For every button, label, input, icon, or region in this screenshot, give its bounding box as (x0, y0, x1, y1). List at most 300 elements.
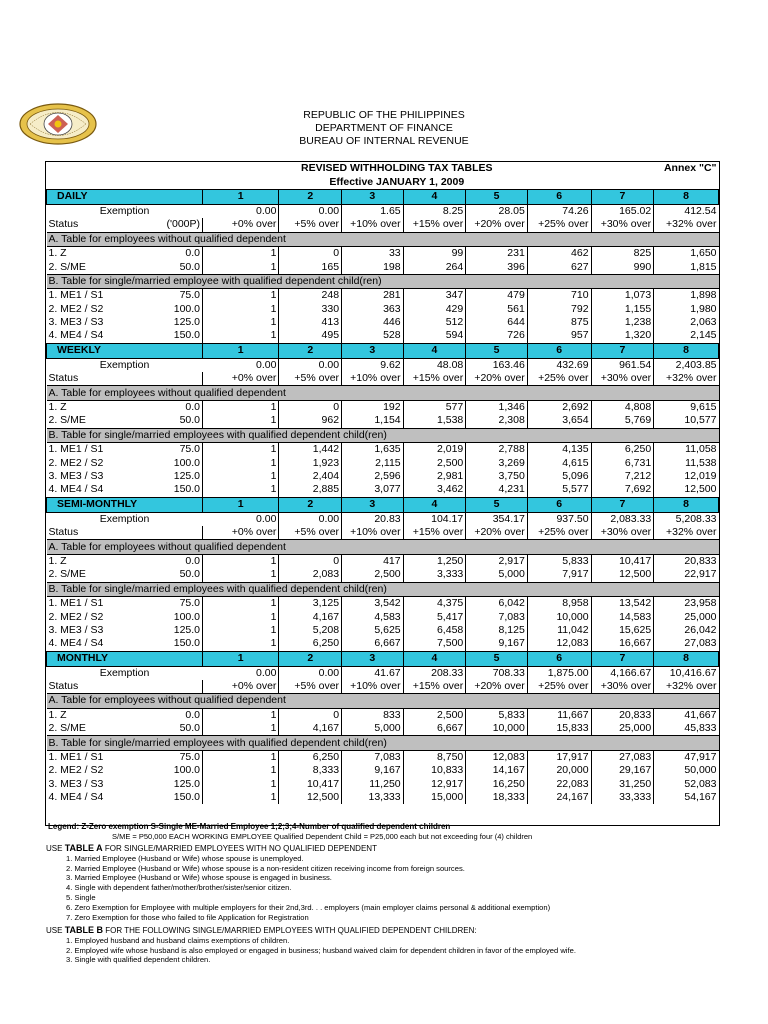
table-cell: 3,654 (527, 414, 591, 428)
table-cell: 24,167 (527, 791, 591, 804)
exemption-value: 0.00 (203, 512, 279, 526)
table-cell: 726 (466, 329, 528, 343)
table-cell: 1 (203, 778, 279, 791)
table-cell: 2,981 (403, 470, 466, 483)
table-row (47, 246, 719, 260)
exemption-row (47, 666, 719, 680)
table-row (47, 722, 719, 736)
table-cell: 5,000 (466, 568, 528, 582)
exemption-amount: 75.0 (136, 596, 203, 610)
table-cell: 11,058 (685, 443, 717, 456)
status-code: 2. ME2 / S2 (48, 456, 104, 469)
table-cell: 3,462 (403, 483, 466, 497)
table-cell: 1,980 (690, 302, 717, 315)
table-cell: 2,145 (690, 329, 717, 342)
table-row (47, 791, 719, 804)
table-cell: 7,692 (591, 483, 654, 497)
table-cell: 13,542 (591, 596, 654, 610)
bracket-number: 1 (203, 497, 279, 512)
table-row (47, 329, 719, 343)
effective-row (47, 175, 719, 189)
withholding-tax-table (46, 162, 719, 804)
table-cell: 12,083 (527, 637, 591, 651)
exemption-amount: 0.0 (136, 708, 203, 722)
table-cell: 8,750 (403, 750, 466, 764)
table-cell: 5,417 (403, 610, 466, 623)
table-cell: 10,833 (403, 764, 466, 777)
table-row (47, 624, 719, 637)
table-cell: 54,167 (684, 791, 717, 804)
table-cell: 26,042 (684, 623, 717, 636)
table-cell: 18,333 (466, 791, 528, 804)
period-header (47, 189, 719, 204)
exemption-value: 104.17 (403, 512, 466, 526)
table-cell: 1,250 (403, 554, 466, 568)
table-cell: 6,731 (591, 456, 654, 469)
status-code: 3. ME3 / S3 (48, 623, 104, 636)
table-cell: 1,923 (279, 456, 342, 469)
exemption-value: 0.00 (203, 358, 279, 372)
table-cell: 33 (342, 246, 404, 260)
status-code: 4. ME4 / S4 (48, 791, 104, 804)
table-cell: 1,154 (342, 414, 404, 428)
table-cell: 2,596 (342, 470, 404, 483)
rate-over: +20% over (466, 218, 528, 232)
table-cell: 11,042 (527, 624, 591, 637)
exemption-value: 4,166.67 (591, 666, 654, 680)
bracket-number: 6 (527, 343, 591, 358)
table-cell: 6,250 (591, 443, 654, 457)
table-cell: 413 (279, 316, 342, 329)
table-cell: 2,885 (279, 483, 342, 497)
table-cell: 9,167 (342, 764, 404, 777)
table-cell: 1 (203, 722, 279, 736)
table-cell: 5,000 (342, 722, 404, 736)
table-cell: 99 (403, 246, 466, 260)
table-cell: 1 (203, 637, 279, 651)
exemption-value: 10,416.67 (669, 666, 717, 679)
annex-label: Annex "C" (663, 162, 717, 175)
bracket-number: 4 (403, 189, 466, 204)
table-cell: 1 (203, 750, 279, 764)
status-row (47, 680, 719, 694)
table-cell: 4,135 (527, 443, 591, 457)
bracket-number: 7 (591, 651, 654, 666)
bracket-number: 8 (654, 189, 719, 204)
table-cell: 6,458 (403, 624, 466, 637)
bracket-number: 8 (654, 497, 719, 512)
table-cell: 5,625 (342, 624, 404, 637)
table-row (47, 637, 719, 651)
effective-date: Effective JANUARY 1, 2009 (329, 175, 465, 188)
table-cell: 10,417 (591, 554, 654, 568)
unit-label (136, 372, 203, 386)
table-cell: 1,346 (466, 400, 528, 414)
table-cell: 5,769 (591, 414, 654, 428)
table-cell: 1 (203, 791, 279, 804)
bracket-number: 5 (466, 343, 528, 358)
table-cell: 1 (203, 483, 279, 497)
rate-over: +15% over (403, 680, 466, 694)
bracket-number: 2 (279, 189, 342, 204)
table-cell: 41,667 (684, 708, 717, 721)
table-cell: 1 (203, 400, 279, 414)
table-cell: 528 (342, 329, 404, 343)
note-item: 3. Single with qualified dependent children. (66, 955, 211, 965)
period-name: WEEKLY (47, 343, 203, 358)
table-cell: 1,155 (591, 303, 654, 316)
bracket-number: 1 (203, 651, 279, 666)
table-cell: 15,833 (527, 722, 591, 736)
table-cell: 16,667 (591, 637, 654, 651)
bracket-number: 3 (342, 497, 404, 512)
status-code: 1. ME1 / S1 (48, 443, 104, 456)
table-cell: 11,538 (685, 456, 717, 469)
table-cell: 12,083 (466, 750, 528, 764)
bracket-number: 2 (279, 497, 342, 512)
exemption-amount: 150.0 (136, 329, 203, 343)
table-cell: 462 (527, 246, 591, 260)
table-row (47, 610, 719, 623)
table-row (47, 470, 719, 483)
table-cell: 198 (342, 260, 404, 274)
table-cell: 281 (342, 289, 404, 303)
table-cell: 11,667 (527, 708, 591, 722)
table-cell: 1,898 (690, 289, 717, 302)
table-cell: 7,917 (527, 568, 591, 582)
exemption-value: 432.69 (527, 358, 591, 372)
table-cell: 3,750 (466, 470, 528, 483)
bracket-number: 1 (203, 343, 279, 358)
exemption-value: 0.00 (279, 512, 342, 526)
table-cell: 31,250 (591, 778, 654, 791)
exemption-label: Exemption (99, 512, 150, 525)
bracket-number: 3 (342, 343, 404, 358)
table-cell: 15,625 (591, 624, 654, 637)
section-a-label: A. Table for employees without qualified dependent (47, 540, 719, 554)
rate-over: +0% over (203, 372, 279, 386)
status-code: 2. ME2 / S2 (48, 610, 104, 623)
table-cell: 1 (203, 764, 279, 777)
table-cell: 0 (279, 554, 342, 568)
table-cell: 644 (466, 316, 528, 329)
status-code: 2. ME2 / S2 (48, 302, 104, 315)
exemption-amount: 50.0 (136, 568, 203, 582)
exemption-amount: 150.0 (136, 637, 203, 651)
status-label: Status (48, 372, 79, 385)
table-cell: 14,583 (591, 610, 654, 623)
note-item: 1. Employed husband and husband claims exemptions of children. (66, 935, 290, 945)
status-code: 1. ME1 / S1 (48, 751, 104, 764)
exemption-amount: 75.0 (136, 443, 203, 457)
rate-over: +25% over (527, 526, 591, 540)
table-cell: 1 (203, 470, 279, 483)
table-cell: 231 (466, 246, 528, 260)
exemption-value: 41.67 (342, 666, 404, 680)
table-cell: 594 (403, 329, 466, 343)
section-a-label: A. Table for employees without qualified dependent (47, 386, 719, 400)
table-cell: 957 (527, 329, 591, 343)
status-row (47, 372, 719, 386)
table-cell: 50,000 (684, 764, 717, 777)
note-item: 2. Employed wife whose husband is also employed or engaged in business; husband waived claim for dependent children in favor of the employed wife. (66, 945, 576, 955)
table-cell: 1 (203, 708, 279, 722)
table-cell: 627 (527, 260, 591, 274)
exemption-value: 708.33 (466, 666, 528, 680)
note-item: 2. Married Employee (Husband or Wife) whose spouse is a non-resident citizen receiving income from foreign sources. (66, 863, 465, 873)
bracket-number: 5 (466, 189, 528, 204)
exemption-value: 354.17 (466, 512, 528, 526)
status-label: Status (48, 680, 79, 693)
table-cell: 2,063 (690, 316, 717, 329)
bracket-number: 5 (466, 497, 528, 512)
rate-over: +10% over (342, 680, 404, 694)
section-b-header (47, 428, 719, 442)
exemption-label: Exemption (99, 204, 150, 217)
table-cell: 20,000 (527, 764, 591, 777)
rate-over: +5% over (279, 680, 342, 694)
table-cell: 1,538 (403, 414, 466, 428)
table-cell: 2,083 (279, 568, 342, 582)
bracket-number: 5 (466, 651, 528, 666)
exemption-value: 165.02 (591, 204, 654, 218)
exemption-value: 0.00 (279, 204, 342, 218)
bracket-number: 8 (654, 651, 719, 666)
table-row (47, 260, 719, 274)
table-cell: 3,125 (279, 596, 342, 610)
status-code: 2. ME2 / S2 (48, 764, 104, 777)
rate-over: +5% over (279, 372, 342, 386)
table-cell: 4,167 (279, 722, 342, 736)
table-cell: 875 (527, 316, 591, 329)
period-header (47, 343, 719, 358)
table-cell: 1,073 (591, 289, 654, 303)
legend-values: S/ME = P50,000 EACH WORKING EMPLOYEE Qualified Dependent Child = P25,000 each but not exceeding four (4) children (112, 832, 533, 841)
exemption-value: 0.00 (203, 204, 279, 218)
table-cell: 16,250 (466, 778, 528, 791)
rate-over: +20% over (466, 372, 528, 386)
period-header (47, 497, 719, 512)
table-cell: 22,917 (684, 568, 717, 581)
rate-over: +15% over (403, 218, 466, 232)
table-cell: 5,833 (527, 554, 591, 568)
table-cell: 3,077 (342, 483, 404, 497)
exemption-value: 0.00 (279, 358, 342, 372)
note-item: 7. Zero Exemption for those who failed to file Application for Registration (66, 912, 309, 922)
notes-table-b (46, 926, 736, 965)
table-cell: 10,417 (279, 778, 342, 791)
table-row (47, 414, 719, 428)
status-code: 3. ME3 / S3 (48, 470, 104, 482)
table-cell: 1 (203, 316, 279, 329)
rate-over: +10% over (342, 526, 404, 540)
rate-over: +32% over (666, 680, 717, 693)
table-row (47, 443, 719, 457)
exemption-value: 1,875.00 (527, 666, 591, 680)
table-cell: 10,000 (527, 610, 591, 623)
rate-over: +5% over (279, 526, 342, 540)
table-cell: 6,250 (279, 750, 342, 764)
table-cell: 0 (279, 400, 342, 414)
notes-table-a-heading: USE TABLE A FOR SINGLE/MARRIED EMPLOYEES WITH NO QUALIFIED DEPENDENT (46, 843, 377, 853)
table-cell: 12,500 (279, 791, 342, 804)
title-row (47, 162, 719, 175)
table-cell: 2,404 (279, 470, 342, 483)
table-cell: 2,500 (403, 456, 466, 469)
rate-over: +25% over (527, 372, 591, 386)
bracket-number: 8 (654, 343, 719, 358)
exemption-label: Exemption (99, 358, 150, 371)
rate-over: +10% over (342, 218, 404, 232)
table-cell: 1,442 (279, 443, 342, 457)
table-row (47, 289, 719, 303)
table-cell: 2,019 (403, 443, 466, 457)
period-header (47, 651, 719, 666)
table-cell: 248 (279, 289, 342, 303)
exemption-value: 48.08 (403, 358, 466, 372)
exemption-amount: 100.0 (136, 456, 203, 469)
exemption-value: 2,083.33 (591, 512, 654, 526)
exemption-label: Exemption (99, 666, 150, 679)
table-cell: 47,917 (684, 751, 717, 764)
exemption-value: 5,208.33 (675, 512, 717, 525)
table-cell: 3,542 (342, 596, 404, 610)
rate-over: +30% over (591, 218, 654, 232)
status-code: 1. Z (48, 401, 67, 414)
bracket-number: 2 (279, 343, 342, 358)
section-b-header (47, 274, 719, 288)
table-cell: 1 (203, 303, 279, 316)
status-code: 2. S/ME (48, 414, 86, 427)
status-code: 2. S/ME (48, 260, 86, 273)
title-spacer (591, 175, 718, 189)
table-cell: 12,917 (403, 778, 466, 791)
section-b-label: B. Table for single/married employee with qualified dependent child(ren) (47, 274, 719, 288)
unit-label (136, 526, 203, 540)
exemption-amount: 0.0 (136, 400, 203, 414)
table-cell: 833 (342, 708, 404, 722)
header-bureau: BUREAU OF INTERNAL REVENUE (299, 135, 469, 147)
table-cell: 52,083 (684, 777, 717, 790)
table-cell: 25,000 (684, 610, 717, 623)
table-cell: 7,212 (591, 470, 654, 483)
exemption-value: 20.83 (342, 512, 404, 526)
table-cell: 3,269 (466, 456, 528, 469)
table-cell: 417 (342, 554, 404, 568)
unit-label: ('000P) (136, 218, 203, 232)
table-cell: 165 (279, 260, 342, 274)
exemption-amount: 125.0 (136, 624, 203, 637)
table-cell: 27,083 (684, 637, 717, 650)
table-cell: 990 (591, 260, 654, 274)
table-cell: 264 (403, 260, 466, 274)
status-code: 1. Z (48, 247, 67, 260)
title-spacer (47, 162, 203, 175)
table-row (47, 764, 719, 777)
rate-over: +30% over (591, 372, 654, 386)
bracket-number: 4 (403, 651, 466, 666)
exemption-value: 937.50 (527, 512, 591, 526)
table-cell: 45,833 (684, 722, 717, 735)
bracket-number: 2 (279, 651, 342, 666)
table-cell: 4,375 (403, 596, 466, 610)
table-cell: 1 (203, 443, 279, 457)
notes-table-a (46, 844, 736, 922)
table-cell: 396 (466, 260, 528, 274)
rate-over: +30% over (591, 526, 654, 540)
note-item: 4. Single with dependent father/mother/brother/sister/senior citizen. (66, 883, 292, 893)
exemption-amount: 150.0 (136, 483, 203, 497)
section-a-header (47, 232, 719, 246)
section-b-header (47, 736, 719, 750)
table-cell: 8,125 (466, 624, 528, 637)
rate-over: +25% over (527, 218, 591, 232)
bracket-number: 7 (591, 343, 654, 358)
exemption-value: 28.05 (466, 204, 528, 218)
table-cell: 962 (279, 414, 342, 428)
table-cell: 1 (203, 568, 279, 582)
table-cell: 495 (279, 329, 342, 343)
table-cell: 512 (403, 316, 466, 329)
exemption-value: 74.26 (527, 204, 591, 218)
status-code: 4. ME4 / S4 (48, 329, 104, 342)
table-cell: 1 (203, 329, 279, 343)
table-cell: 20,833 (591, 708, 654, 722)
rate-over: +32% over (666, 526, 717, 539)
bracket-number: 4 (403, 343, 466, 358)
section-a-header (47, 386, 719, 400)
table-cell: 2,692 (527, 400, 591, 414)
table-cell: 1 (203, 554, 279, 568)
table-cell: 1 (203, 260, 279, 274)
status-label: Status (48, 218, 79, 231)
table-cell: 5,833 (466, 708, 528, 722)
exemption-amount: 100.0 (136, 610, 203, 623)
table-row (47, 316, 719, 329)
rate-over: +0% over (203, 526, 279, 540)
rate-over: +10% over (342, 372, 404, 386)
status-code: 4. ME4 / S4 (48, 637, 104, 650)
rate-over: +0% over (203, 218, 279, 232)
note-item: 6. Zero Exemption for Employee with multiple employers for their 2nd,3rd. . . employers (main employer claims personal & additional exemption) (66, 902, 551, 912)
bracket-number: 1 (203, 189, 279, 204)
table-cell: 2,788 (466, 443, 528, 457)
period-name: MONTHLY (47, 651, 203, 666)
exemption-value: 163.46 (466, 358, 528, 372)
table-cell: 12,019 (684, 470, 717, 482)
rate-over: +5% over (279, 218, 342, 232)
rate-over: +20% over (466, 526, 528, 540)
table-cell: 2,500 (403, 708, 466, 722)
table-cell: 446 (342, 316, 404, 329)
exemption-amount: 75.0 (136, 750, 203, 764)
rate-over: +25% over (527, 680, 591, 694)
table-cell: 577 (403, 400, 466, 414)
table-cell: 5,208 (279, 624, 342, 637)
exemption-value: 9.62 (342, 358, 404, 372)
exemption-amount: 125.0 (136, 778, 203, 791)
exemption-amount: 100.0 (136, 303, 203, 316)
table-row (47, 750, 719, 764)
rate-over: +20% over (466, 680, 528, 694)
table-row (47, 778, 719, 791)
exemption-amount: 0.0 (136, 246, 203, 260)
table-row (47, 554, 719, 568)
rate-over: +30% over (591, 680, 654, 694)
status-code: 2. S/ME (48, 568, 86, 581)
table-cell: 8,958 (527, 596, 591, 610)
table-row (47, 596, 719, 610)
